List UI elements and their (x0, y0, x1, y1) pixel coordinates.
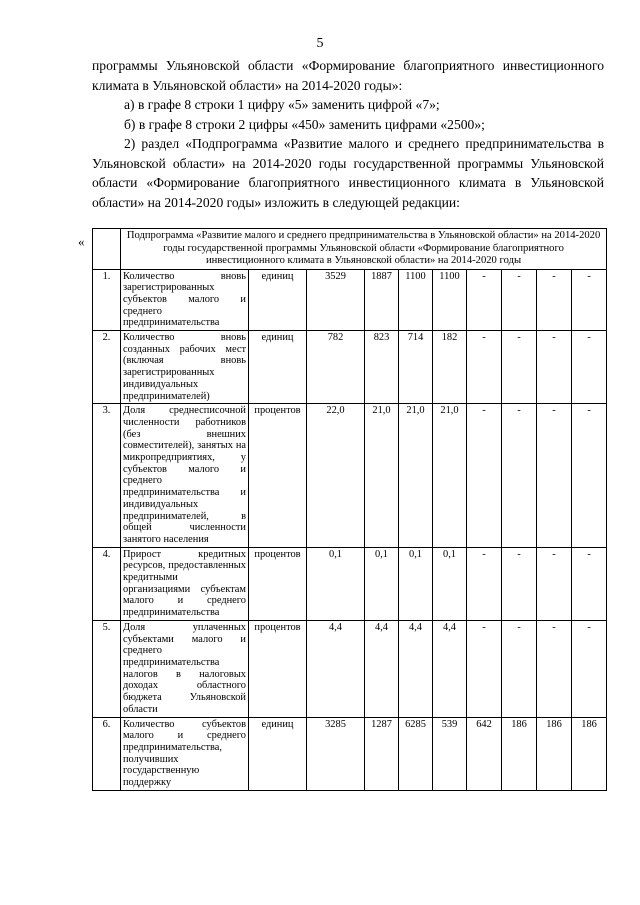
value-cell: - (572, 547, 607, 620)
unit: единиц (249, 717, 307, 790)
paragraph: 2) раздел «Подпрограмма «Развитие малого и среднего предпринимательства в Ульяновской области» на 2014-2020 годы государственной программы Ульяновской области «Формирование благоприятного инвестиционного климата в Ульяновской области» на 2014-2020 годы» изложить в следующей редакции: (92, 136, 604, 210)
row-number: 5. (93, 620, 121, 717)
table-row (93, 404, 607, 547)
indicator-name: Количество субъектов малого и среднего предпринимательства, получивших государственную поддержку (121, 717, 249, 790)
value-cell: 0,1 (307, 547, 365, 620)
value-cell: 1287 (365, 717, 399, 790)
value-cell: 182 (433, 331, 467, 404)
value-cell: - (467, 269, 502, 331)
row-number: 2. (93, 331, 121, 404)
value-cell: 3285 (307, 717, 365, 790)
table-row (93, 269, 607, 331)
value-cell: - (467, 404, 502, 547)
value-cell: 4,4 (399, 620, 433, 717)
opening-quote: « (78, 234, 85, 249)
value-cell: - (467, 547, 502, 620)
value-cell: 0,1 (365, 547, 399, 620)
value-cell: - (537, 331, 572, 404)
value-cell: 0,1 (433, 547, 467, 620)
value-cell: - (572, 620, 607, 717)
value-cell: - (502, 404, 537, 547)
value-cell: 21,0 (365, 404, 399, 547)
value-cell: 0,1 (399, 547, 433, 620)
indicator-name: Количество вновь зарегистрированных субъектов малого и среднего предпринимательства (121, 269, 249, 331)
table-row (93, 620, 607, 717)
value-cell: 22,0 (307, 404, 365, 547)
value-cell: 4,4 (307, 620, 365, 717)
value-cell: - (467, 331, 502, 404)
value-cell: 6285 (399, 717, 433, 790)
table-row (93, 331, 607, 404)
value-cell: - (467, 620, 502, 717)
row-number: 3. (93, 404, 121, 547)
value-cell: 714 (399, 331, 433, 404)
value-cell: - (502, 620, 537, 717)
unit: процентов (249, 547, 307, 620)
value-cell: 1100 (399, 269, 433, 331)
table-row (93, 717, 607, 790)
value-cell: - (537, 404, 572, 547)
value-cell: 782 (307, 331, 365, 404)
page-number: 5 (316, 36, 324, 51)
value-cell: 4,4 (433, 620, 467, 717)
table-header: Подпрограмма «Развитие малого и среднего предпринимательства в Ульяновской области» на 2014-2020 годы государственной программы Ульяновской области «Формирование благоприятного инвестиционного климата в Ульяновской области» на 2014-2020 годы (121, 229, 607, 270)
value-cell: - (537, 269, 572, 331)
value-cell: 1887 (365, 269, 399, 331)
unit: единиц (249, 269, 307, 331)
value-cell: 823 (365, 331, 399, 404)
value-cell: 642 (467, 717, 502, 790)
value-cell: 4,4 (365, 620, 399, 717)
value-cell: - (537, 547, 572, 620)
value-cell: - (502, 331, 537, 404)
row-number: 4. (93, 547, 121, 620)
paragraph: б) в графе 8 строки 2 цифры «450» заменить цифрами «2500»; (124, 116, 485, 132)
value-cell: - (572, 331, 607, 404)
indicator-name: Доля уплаченных субъектами малого и среднего предпринимательства налогов в налоговых доходах областного бюджета Ульяновской области (121, 620, 249, 717)
value-cell: - (572, 404, 607, 547)
value-cell: - (572, 269, 607, 331)
unit: процентов (249, 404, 307, 547)
paragraph: а) в графе 8 строки 1 цифру «5» заменить цифрой «7»; (124, 97, 440, 112)
row-number: 6. (93, 717, 121, 790)
indicators-table (92, 228, 607, 791)
value-cell: 539 (433, 717, 467, 790)
unit: процентов (249, 620, 307, 717)
value-cell: 1100 (433, 269, 467, 331)
value-cell: - (537, 620, 572, 717)
value-cell: 186 (572, 717, 607, 790)
unit: единиц (249, 331, 307, 404)
body-text (92, 56, 604, 212)
table-row (93, 547, 607, 620)
value-cell: 186 (537, 717, 572, 790)
indicator-name: Количество вновь созданных рабочих мест (включая вновь зарегистрированных индивидуальных предпринимателей) (121, 331, 249, 404)
value-cell: - (502, 547, 537, 620)
indicator-name: Доля среднесписочной численности работников (без внешних совместителей), занятых на микропредприятиях, у субъектов малого и среднего предпринимательства и индивидуальных предпринимателей, в общей численности занятого населения (121, 404, 249, 547)
value-cell: 21,0 (433, 404, 467, 547)
value-cell: 186 (502, 717, 537, 790)
value-cell: 21,0 (399, 404, 433, 547)
value-cell: 3529 (307, 269, 365, 331)
paragraph: программы Ульяновской области «Формирование благоприятного инвестиционного климата в Ульяновской области» на 2014-2020 годы»: (92, 58, 604, 93)
indicator-name: Прирост кредитных ресурсов, предоставленных кредитными организациями субъектам малого и среднего предпринимательства (121, 547, 249, 620)
row-number: 1. (93, 269, 121, 331)
value-cell: - (502, 269, 537, 331)
